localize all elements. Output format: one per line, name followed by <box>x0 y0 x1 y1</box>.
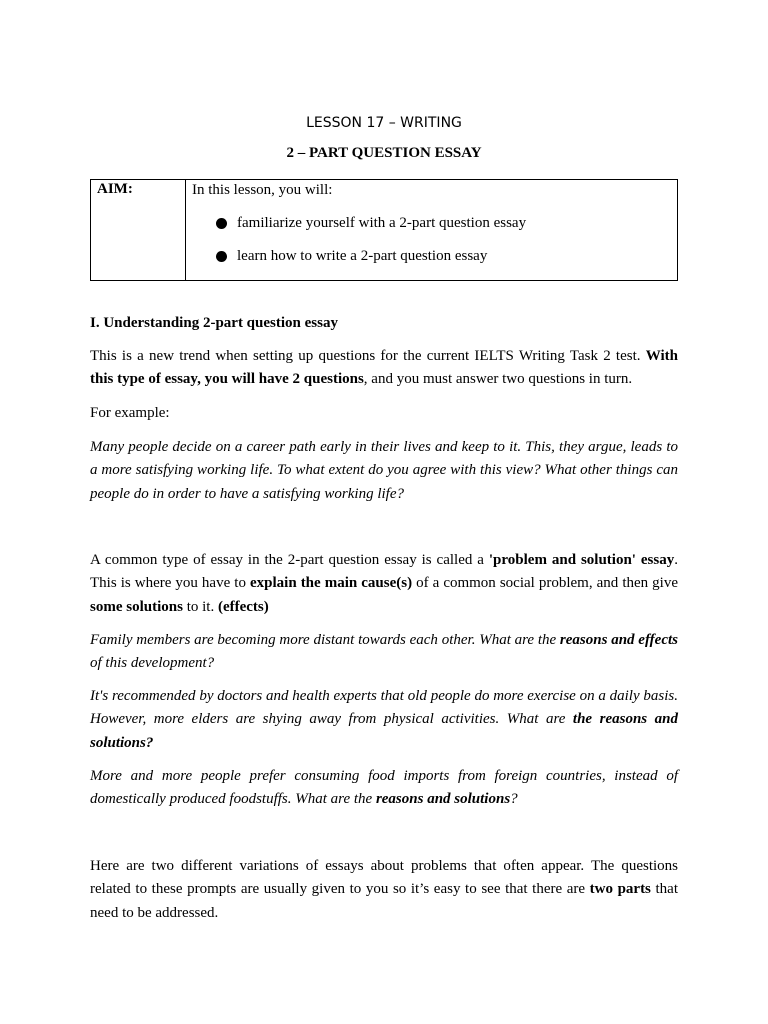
bullet-icon <box>216 218 227 229</box>
aim-list <box>192 214 677 265</box>
aim-label: AIM: <box>91 180 186 281</box>
problem-solution-paragraph: A common type of essay in the 2-part question essay is called a 'problem and solution' essay. This is where you have to explain the main cause(s) of a common social problem, and then give some solutions to it. (effects) <box>90 552 678 615</box>
example-prompt-food: More and more people prefer consuming food imports from foreign countries, instead of domestically produced foodstuffs. What are the reasons and solutions? <box>90 768 678 808</box>
intro-paragraph: This is a new trend when setting up questions for the current IELTS Writing Task 2 test. With this type of essay, you will have 2 questions, and you must answer two questions in turn. <box>90 348 678 388</box>
aim-table <box>90 179 678 281</box>
example-prompt: Many people decide on a career path early in their lives and keep to it. This, they argue, leads to a more satisfying working life. To what extent do you agree with this view? What other things can people do in order to have a satisfying working life? <box>90 439 678 502</box>
section-heading: I. Understanding 2-part question essay <box>90 315 338 331</box>
aim-item: learn how to write a 2-part question essay <box>192 247 677 265</box>
lesson-title: LESSON 17 – WRITING <box>306 115 462 131</box>
aim-intro: In this lesson, you will: <box>192 182 333 198</box>
aim-item: familiarize yourself with a 2-part question essay <box>192 214 677 232</box>
for-example-label: For example: <box>90 405 170 421</box>
example-prompt-exercise: It's recommended by doctors and health experts that old people do more exercise on a daily basis. However, more elders are shying away from physical activities. What are the reasons and solutions? <box>90 688 678 751</box>
variations-paragraph: Here are two different variations of essays about problems that often appear. The questions related to these prompts are usually given to you so it’s easy to see that there are two parts that need to be addressed. <box>90 858 678 921</box>
aim-content <box>186 180 678 281</box>
example-prompt-family: Family members are becoming more distant towards each other. What are the reasons and effects of this development? <box>90 632 678 672</box>
lesson-subtitle: 2 – PART QUESTION ESSAY <box>286 145 482 161</box>
bullet-icon <box>216 251 227 262</box>
